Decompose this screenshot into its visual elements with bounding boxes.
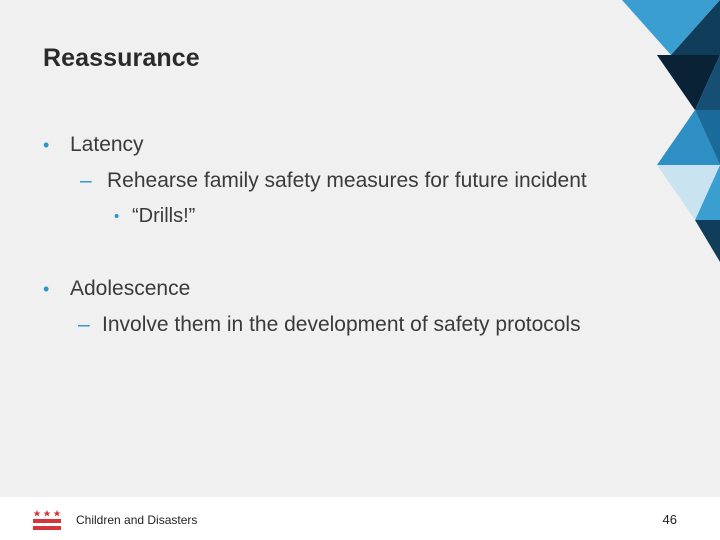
page-number: 46 [662, 512, 677, 527]
dc-flag-icon [33, 509, 61, 531]
footer-label: Children and Disasters [76, 513, 198, 527]
sub-bullet-marker: – [78, 313, 90, 336]
sub-bullet-text-rehearse: Rehearse family safety measures for future incident [107, 169, 587, 192]
bullet-text-latency: Latency [70, 133, 144, 156]
sub-bullet-marker: – [80, 169, 92, 192]
triangle-dark-3 [695, 220, 720, 262]
subsub-bullet-marker: • [114, 208, 120, 225]
sub-bullet-text-involve: Involve them in the development of safety protocols [102, 313, 581, 336]
bullet-marker: • [43, 279, 50, 299]
bullet-marker: • [43, 135, 50, 155]
subsub-bullet-text-drills: “Drills!” [132, 205, 196, 227]
slide-title: Reassurance [43, 44, 200, 72]
bullet-text-adolescence: Adolescence [70, 277, 191, 300]
